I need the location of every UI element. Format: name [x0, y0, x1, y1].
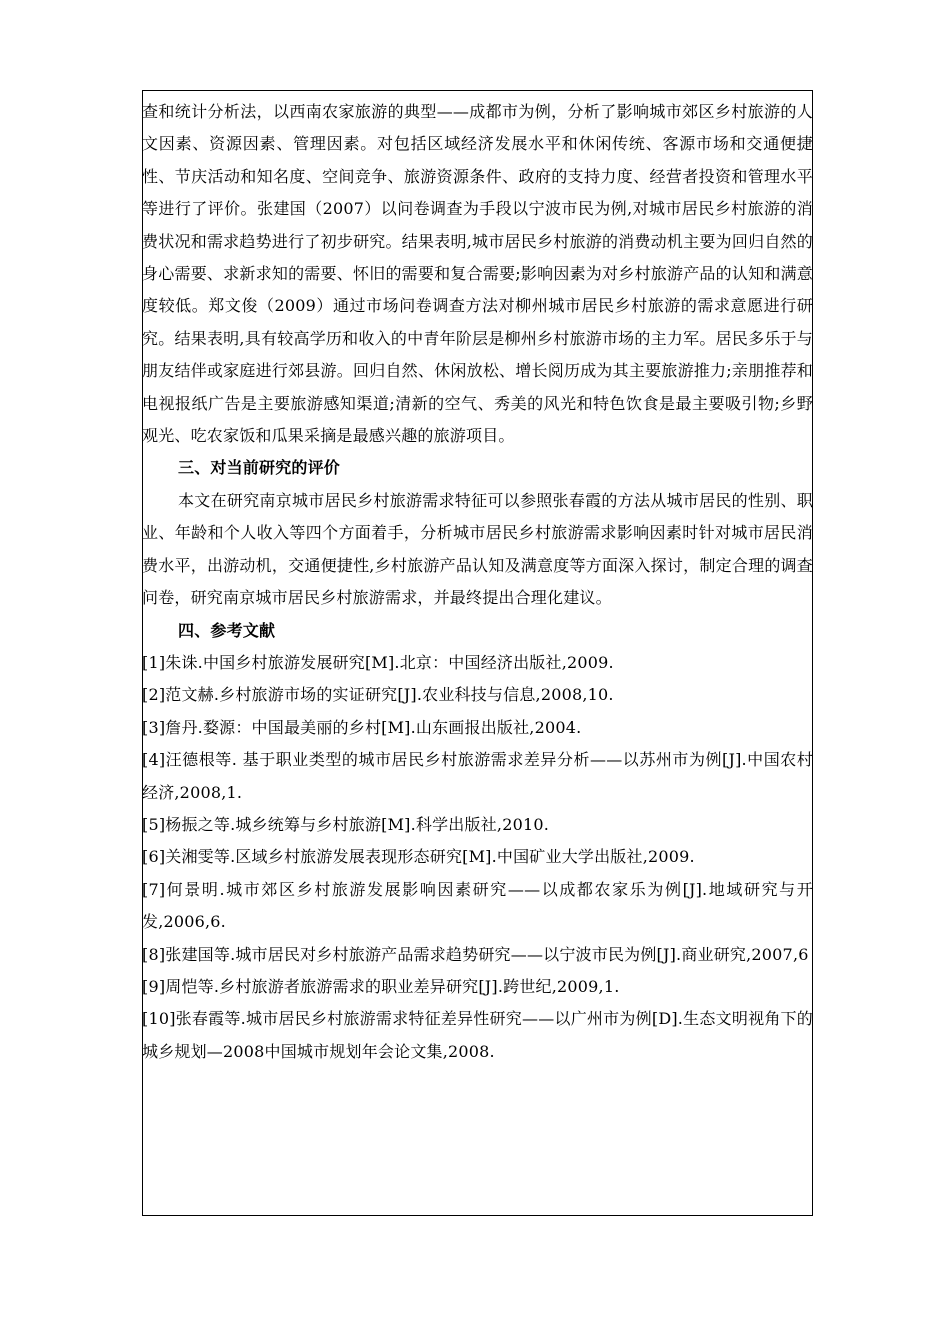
evaluation-paragraph: 本文在研究南京城市居民乡村旅游需求特征可以参照张春霞的方法从城市居民的性别、职业、年龄和个人收入等四个方面着手，分析城市居民乡村旅游需求影响因素时针对城市居民消费水平，出游动机，交通便捷性,乡村旅游产品认知及满意度等方面深入探讨，制定合理的调查问卷，研究南京城市居民乡村旅游需求，并最终提出合理化建议。 [142, 490, 813, 608]
reference-item: [5]杨振之等.城乡统筹与乡村旅游[M].科学出版社,2010. [142, 814, 549, 834]
reference-item: [1]朱诛.中国乡村旅游发展研究[M].北京：中国经济出版社,2009. [142, 652, 614, 672]
section-heading-references: 四、参考文献 [178, 620, 276, 640]
body-paragraph: 查和统计分析法，以西南农家旅游的典型——成都市为例，分析了影响城市郊区乡村旅游的人文因素、资源因素、管理因素。对包括区域经济发展水平和休闲传统、客源市场和交通便捷性、节庆活动和知名度、空间竞争、旅游资源条件、政府的支持力度、经营者投资和管理水平等进行了评价。张建国（2007）以问卷调查为手段以宁波市民为例,对城市居民乡村旅游的消费状况和需求趋势进行了初步研究。结果表明,城市居民乡村旅游的消费动机主要为回归自然的身心需要、求新求知的需要、怀旧的需要和复合需要;影响因素为对乡村旅游产品的认知和满意度较低。郑文俊（2009）通过市场问卷调查方法对柳州城市居民乡村旅游的需求意愿进行研究。结果表明,具有较高学历和收入的中青年阶层是柳州乡村旅游市场的主力军。居民多乐于与朋友结伴或家庭进行郊县游。回归自然、休闲放松、增长阅历成为其主要旅游推力;亲朋推荐和电视报纸广告是主要旅游感知渠道;清新的空气、秀美的风光和特色饮食是最主要吸引物;乡野观光、吃农家饭和瓜果采摘是最感兴趣的旅游项目。 [142, 102, 813, 446]
reference-item: [7]何景明.城市郊区乡村旅游发展影响因素研究——以成都农家乐为例[J].地域研究与开发,2006,6. [142, 879, 813, 932]
section-heading-evaluation: 三、对当前研究的评价 [178, 458, 341, 478]
reference-list [142, 647, 813, 1068]
reference-item: [9]周恺等.乡村旅游者旅游需求的职业差异研究[J].跨世纪,2009,1. [142, 976, 620, 996]
reference-item: [4]汪德根等. 基于职业类型的城市居民乡村旅游需求差异分析——以苏州市为例[J].中国农村经济,2008,1. [142, 750, 813, 802]
reference-item: [6]关湘雯等.区域乡村旅游发展表现形态研究[M].中国矿业大学出版社,2009. [142, 847, 695, 867]
reference-item: [8]张建国等.城市居民对乡村旅游产品需求趋势研究——以宁波市民为例[J].商业研究,2007,6 [142, 944, 809, 964]
reference-item: [2]范文赫.乡村旅游市场的实证研究[J].农业科技与信息,2008,10. [142, 685, 614, 705]
reference-item: [10]张春霞等.城市居民乡村旅游需求特征差异性研究——以广州市为例[D].生态文明视角下的城乡规划—2008中国城市规划年会论文集,2008. [142, 1009, 813, 1061]
reference-item: [3]詹丹.婺源：中国最美丽的乡村[M].山东画报出版社,2004. [142, 717, 582, 737]
document-body [142, 96, 813, 1068]
